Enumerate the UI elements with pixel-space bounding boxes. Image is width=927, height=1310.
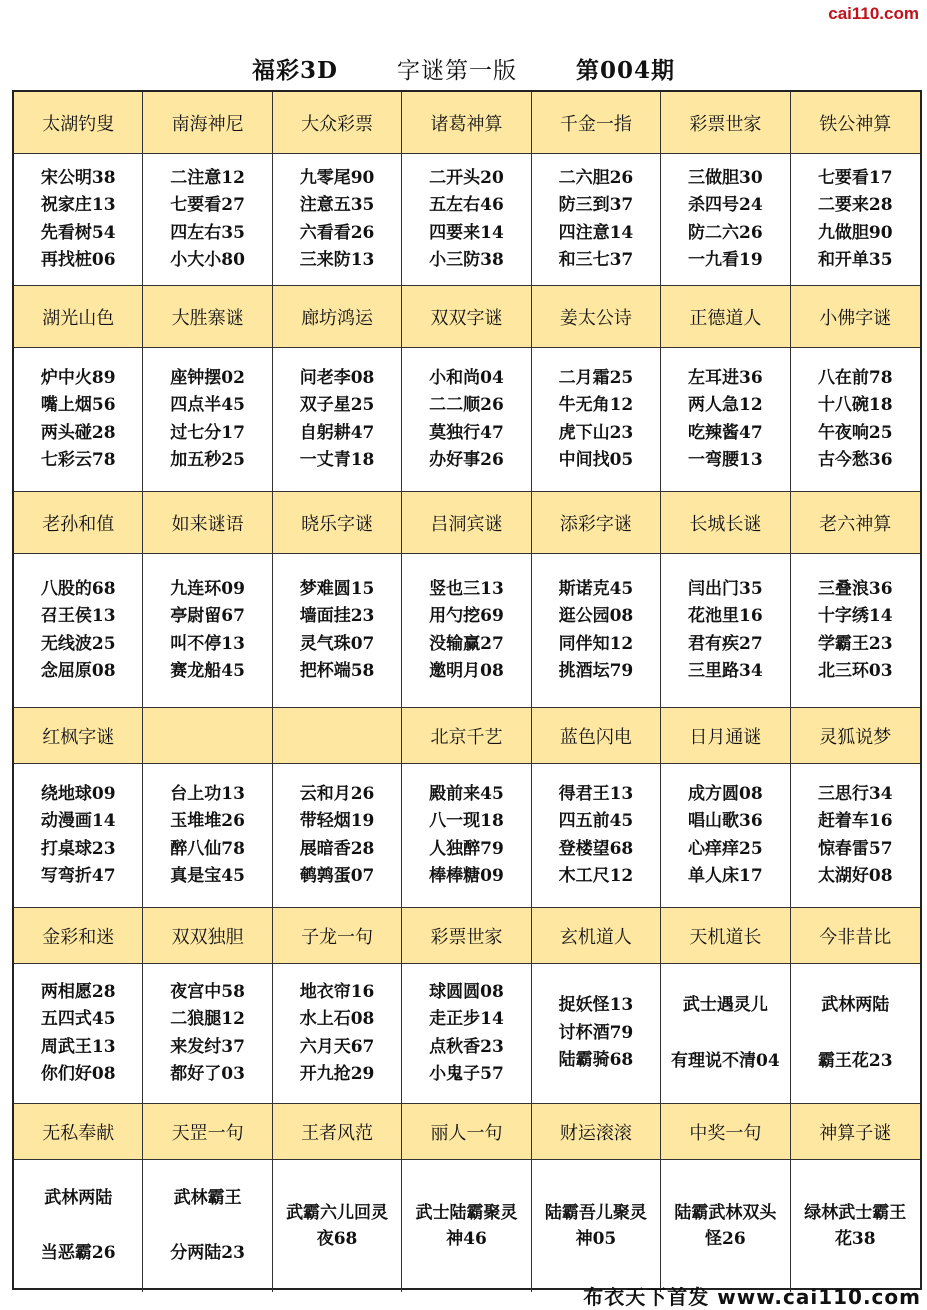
riddle-line: 注意五35 bbox=[299, 195, 375, 215]
section-4-cell-5 bbox=[661, 964, 790, 1104]
riddle-line: 嘴上烟56 bbox=[40, 395, 116, 415]
riddle-line: 挑酒坛79 bbox=[558, 661, 634, 681]
section-1-header-1: 大胜寨谜 bbox=[143, 286, 272, 348]
section-0-header-2: 大众彩票 bbox=[273, 92, 402, 154]
section-0-cell-2 bbox=[273, 154, 402, 286]
riddle-line: 水上石08 bbox=[299, 1009, 375, 1029]
riddle-line: 动漫画14 bbox=[40, 811, 116, 831]
section-0-header-0: 太湖钓叟 bbox=[14, 92, 143, 154]
riddle-line: 四注意14 bbox=[558, 222, 634, 243]
riddle-line: 闫出门35 bbox=[688, 578, 763, 599]
riddle-line: 花池里16 bbox=[688, 606, 763, 626]
riddle-line: 亭尉留67 bbox=[170, 606, 245, 626]
riddle-line: 办好事26 bbox=[429, 450, 504, 470]
riddle-line: 讨杯酒79 bbox=[558, 1022, 634, 1043]
section-5-cell-0 bbox=[14, 1160, 143, 1292]
riddle-line: 竖也三13 bbox=[429, 578, 504, 599]
riddle-line: 云和月26 bbox=[299, 783, 375, 804]
riddle-line: 梦难圆15 bbox=[299, 578, 375, 599]
watermark-top: cai110.com bbox=[828, 4, 919, 23]
riddle-line bbox=[41, 1212, 116, 1240]
section-2-header-2: 晓乐字谜 bbox=[273, 492, 402, 554]
riddle-line: 点秋香23 bbox=[429, 1036, 504, 1057]
riddle-line: 两人急12 bbox=[688, 395, 763, 415]
riddle-line: 四要来14 bbox=[429, 222, 504, 243]
riddle-line: 小鬼子57 bbox=[429, 1064, 504, 1084]
riddle-line: 斯诺克45 bbox=[558, 578, 634, 599]
riddle-line: 学霸王23 bbox=[817, 633, 893, 654]
riddle-line: 八在前78 bbox=[817, 367, 893, 388]
section-5-header-3: 丽人一句 bbox=[402, 1104, 531, 1160]
riddle-line: 四点半45 bbox=[170, 395, 245, 415]
riddle-line: 赶着车16 bbox=[817, 811, 893, 831]
riddle-line: 莫独行47 bbox=[429, 422, 504, 443]
riddle-line: 绿林武士霸王花38 bbox=[804, 1203, 907, 1249]
section-0-header-4: 千金一指 bbox=[532, 92, 661, 154]
riddle-line: 祝家庄13 bbox=[40, 195, 116, 215]
riddle-line: 二开头20 bbox=[429, 167, 504, 188]
riddle-line: 唱山歌36 bbox=[688, 811, 763, 831]
section-0-cell-3 bbox=[402, 154, 531, 286]
section-5-header-4: 财运滚滚 bbox=[532, 1104, 661, 1160]
riddle-line: 六月天67 bbox=[299, 1036, 375, 1057]
section-2-header-3: 吕洞宾谜 bbox=[402, 492, 531, 554]
section-0-cell-6 bbox=[791, 154, 920, 286]
riddle-line: 三来防13 bbox=[299, 250, 375, 270]
riddle-line: 成方圆08 bbox=[688, 783, 763, 804]
riddle-line: 武士遇灵儿 bbox=[682, 995, 768, 1015]
riddle-line: 得君王13 bbox=[558, 783, 634, 804]
title-game: 福彩3D bbox=[252, 57, 338, 84]
riddle-line: 陆霸武林双头怪26 bbox=[674, 1203, 777, 1249]
section-4-header-0: 金彩和迷 bbox=[14, 908, 143, 964]
riddle-line: 武林两陆 bbox=[821, 995, 890, 1015]
riddle-line: 九连环09 bbox=[170, 578, 245, 599]
riddle-line: 周武王13 bbox=[40, 1036, 116, 1057]
section-5-cell-3 bbox=[402, 1160, 531, 1292]
riddle-line bbox=[818, 1020, 893, 1048]
section-5-cell-5 bbox=[661, 1160, 790, 1292]
riddle-line: 召王侯13 bbox=[40, 606, 116, 626]
riddle-line: 武林两陆 bbox=[44, 1187, 113, 1208]
riddle-line: 念屈原08 bbox=[40, 661, 116, 681]
section-3-cell-6 bbox=[791, 764, 920, 908]
section-0-header-6: 铁公神算 bbox=[791, 92, 920, 154]
riddle-line: 真是宝45 bbox=[170, 866, 245, 886]
section-3-cell-1 bbox=[143, 764, 272, 908]
riddle-line: 四五前45 bbox=[558, 811, 634, 831]
riddle-line: 座钟摆02 bbox=[170, 367, 245, 388]
riddle-line: 棒棒糖09 bbox=[429, 866, 504, 886]
section-1-header-4: 姜太公诗 bbox=[532, 286, 661, 348]
section-3-header-6: 灵狐说梦 bbox=[791, 708, 920, 764]
section-0-header-5: 彩票世家 bbox=[661, 92, 790, 154]
section-2-cell-3 bbox=[402, 554, 531, 708]
section-1-cell-2 bbox=[273, 348, 402, 492]
riddle-line: 二六胆26 bbox=[558, 167, 634, 188]
riddle-line: 一九看19 bbox=[688, 250, 763, 270]
riddle-line: 牛无角12 bbox=[558, 395, 634, 415]
riddle-line: 加五秒25 bbox=[170, 450, 245, 470]
section-0-header-1: 南海神尼 bbox=[143, 92, 272, 154]
riddle-line: 两头碰28 bbox=[40, 422, 116, 443]
riddle-line: 逛公园08 bbox=[558, 606, 634, 626]
section-2-header-6: 老六神算 bbox=[791, 492, 920, 554]
riddle-line: 心痒痒25 bbox=[688, 838, 763, 859]
riddle-line: 再找桩06 bbox=[40, 250, 116, 270]
riddle-line: 写弯折47 bbox=[40, 866, 116, 886]
riddle-line: 霸王花23 bbox=[817, 1050, 893, 1071]
section-4-cell-0 bbox=[14, 964, 143, 1104]
riddle-line: 殿前来45 bbox=[429, 783, 504, 804]
riddle-table bbox=[12, 90, 922, 1290]
riddle-line: 地衣帘16 bbox=[299, 981, 375, 1002]
riddle-line: 北三环03 bbox=[817, 661, 893, 681]
section-3-header-0: 红枫字谜 bbox=[14, 708, 143, 764]
riddle-line: 二狼腿12 bbox=[170, 1009, 245, 1029]
section-2-cell-4 bbox=[532, 554, 661, 708]
section-3-header-4: 蓝色闪电 bbox=[532, 708, 661, 764]
riddle-line: 君有疾27 bbox=[688, 633, 763, 654]
section-5-cell-1 bbox=[143, 1160, 272, 1292]
riddle-line: 用勺挖69 bbox=[429, 606, 504, 626]
section-4-cell-6 bbox=[791, 964, 920, 1104]
riddle-line: 木工尺12 bbox=[558, 866, 634, 886]
riddle-line: 七要看27 bbox=[170, 195, 245, 215]
riddle-line: 球圆圆08 bbox=[429, 981, 504, 1002]
riddle-line: 四左右35 bbox=[170, 222, 245, 243]
section-0-header-3: 诸葛神算 bbox=[402, 92, 531, 154]
section-1-header-3: 双双字谜 bbox=[402, 286, 531, 348]
riddle-line: 醉八仙78 bbox=[170, 838, 245, 859]
riddle-line: 捉妖怪13 bbox=[558, 995, 634, 1016]
riddle-line: 单人床17 bbox=[688, 866, 763, 886]
riddle-line: 登楼望68 bbox=[558, 838, 634, 859]
section-4-header-5: 天机道长 bbox=[661, 908, 790, 964]
section-0-cell-0 bbox=[14, 154, 143, 286]
riddle-line bbox=[671, 1020, 780, 1048]
section-1-cell-5 bbox=[661, 348, 790, 492]
riddle-line: 三叠浪36 bbox=[817, 578, 893, 599]
riddle-line: 六看看26 bbox=[299, 222, 375, 243]
riddle-line: 和开单35 bbox=[817, 250, 893, 270]
riddle-line: 小和尚04 bbox=[429, 367, 504, 388]
riddle-line: 展暗香28 bbox=[299, 838, 375, 859]
riddle-line: 吃辣酱47 bbox=[688, 422, 763, 443]
section-1-header-5: 正德道人 bbox=[661, 286, 790, 348]
section-3-header-5: 日月通谜 bbox=[661, 708, 790, 764]
section-5-header-2: 王者风范 bbox=[273, 1104, 402, 1160]
riddle-line: 惊春雷57 bbox=[817, 838, 893, 859]
riddle-line: 防三到37 bbox=[558, 195, 634, 215]
riddle-line: 小大小80 bbox=[170, 250, 245, 270]
riddle-line: 太湖好08 bbox=[817, 866, 893, 886]
riddle-line: 三做胆30 bbox=[688, 167, 763, 188]
riddle-line: 都好了03 bbox=[170, 1064, 245, 1084]
section-1-cell-1 bbox=[143, 348, 272, 492]
riddle-line: 把杯端58 bbox=[299, 661, 375, 681]
riddle-line: 十字绣14 bbox=[817, 606, 893, 626]
watermark-bottom: 布衣天下首发 www.cai110.com bbox=[583, 1285, 921, 1309]
section-5-cell-4 bbox=[532, 1160, 661, 1292]
riddle-line: 八一现18 bbox=[429, 811, 504, 831]
section-5-header-1: 天罡一句 bbox=[143, 1104, 272, 1160]
riddle-line: 有理说不清04 bbox=[671, 1050, 780, 1071]
riddle-line: 台上功13 bbox=[170, 783, 245, 804]
section-3-header-1 bbox=[143, 708, 272, 764]
section-5-header-5: 中奖一句 bbox=[661, 1104, 790, 1160]
riddle-line: 十八碗18 bbox=[817, 395, 893, 415]
riddle-line: 没输赢27 bbox=[429, 633, 504, 654]
section-1-cell-6 bbox=[791, 348, 920, 492]
section-4-cell-1 bbox=[143, 964, 272, 1104]
section-2-cell-5 bbox=[661, 554, 790, 708]
riddle-line: 防二六26 bbox=[688, 222, 763, 243]
riddle-line: 三思行34 bbox=[817, 783, 893, 804]
riddle-line: 开九抢29 bbox=[299, 1064, 375, 1084]
riddle-line: 二注意12 bbox=[170, 167, 245, 188]
riddle-line: 鹌鹑蛋07 bbox=[299, 866, 375, 886]
riddle-line: 当恶霸26 bbox=[40, 1243, 116, 1263]
section-3-cell-0 bbox=[14, 764, 143, 908]
riddle-line: 小三防38 bbox=[429, 250, 504, 270]
page-title bbox=[0, 52, 927, 85]
section-3-cell-3 bbox=[402, 764, 531, 908]
section-0-cell-5 bbox=[661, 154, 790, 286]
riddle-line: 古今愁36 bbox=[817, 450, 893, 470]
riddle-line: 绕地球09 bbox=[40, 783, 116, 804]
riddle-line: 叫不停13 bbox=[170, 633, 245, 654]
riddle-line: 无线波25 bbox=[40, 633, 116, 654]
riddle-line: 一丈青18 bbox=[299, 450, 375, 470]
riddle-line: 同伴知12 bbox=[558, 633, 634, 654]
section-4-cell-4 bbox=[532, 964, 661, 1104]
section-5-header-6: 神算子谜 bbox=[791, 1104, 920, 1160]
section-1-header-0: 湖光山色 bbox=[14, 286, 143, 348]
section-0-cell-1 bbox=[143, 154, 272, 286]
riddle-line: 七彩云78 bbox=[40, 450, 116, 470]
riddle-line: 虎下山23 bbox=[558, 422, 634, 443]
riddle-line: 炉中火89 bbox=[40, 367, 116, 388]
section-1-cell-3 bbox=[402, 348, 531, 492]
riddle-line: 七要看17 bbox=[817, 167, 893, 188]
riddle-line: 双子星25 bbox=[299, 395, 375, 415]
section-3-cell-2 bbox=[273, 764, 402, 908]
riddle-line: 打桌球23 bbox=[40, 838, 116, 859]
section-3-cell-5 bbox=[661, 764, 790, 908]
title-issue: 第004期 bbox=[575, 57, 675, 84]
section-2-header-0: 老孙和值 bbox=[14, 492, 143, 554]
riddle-line: 分两陆23 bbox=[170, 1243, 245, 1263]
section-0-cell-4 bbox=[532, 154, 661, 286]
riddle-line: 武霸六儿回灵夜68 bbox=[286, 1203, 389, 1249]
section-2-cell-1 bbox=[143, 554, 272, 708]
riddle-line: 墙面挂23 bbox=[299, 606, 375, 626]
riddle-line: 二月霜25 bbox=[558, 367, 634, 388]
section-4-header-3: 彩票世家 bbox=[402, 908, 531, 964]
riddle-line: 人独醉79 bbox=[429, 838, 504, 859]
section-5-header-0: 无私奉献 bbox=[14, 1104, 143, 1160]
riddle-line: 八股的68 bbox=[40, 578, 116, 599]
section-5-cell-6 bbox=[791, 1160, 920, 1292]
riddle-line: 自躬耕47 bbox=[299, 422, 375, 443]
riddle-line: 午夜响25 bbox=[817, 422, 893, 443]
section-3-header-2 bbox=[273, 708, 402, 764]
riddle-line: 邀明月08 bbox=[429, 661, 504, 681]
riddle-line: 走正步14 bbox=[429, 1009, 504, 1029]
riddle-line: 两相愿28 bbox=[40, 981, 116, 1002]
riddle-line: 你们好08 bbox=[40, 1064, 116, 1084]
riddle-line: 九零尾90 bbox=[299, 167, 375, 188]
riddle-line: 夜宫中58 bbox=[170, 981, 245, 1002]
section-4-header-6: 今非昔比 bbox=[791, 908, 920, 964]
riddle-line: 陆霸吾儿聚灵神05 bbox=[544, 1203, 647, 1249]
riddle-line: 一弯腰13 bbox=[688, 450, 763, 470]
riddle-line: 九做胆90 bbox=[817, 222, 893, 243]
section-4-cell-3 bbox=[402, 964, 531, 1104]
riddle-line: 三里路34 bbox=[688, 661, 763, 681]
riddle-line: 二二顺26 bbox=[429, 395, 504, 415]
section-3-cell-4 bbox=[532, 764, 661, 908]
section-4-header-1: 双双独胆 bbox=[143, 908, 272, 964]
section-2-header-4: 添彩字谜 bbox=[532, 492, 661, 554]
section-4-header-2: 子龙一句 bbox=[273, 908, 402, 964]
riddle-line: 中间找05 bbox=[558, 450, 634, 470]
section-4-cell-2 bbox=[273, 964, 402, 1104]
section-1-header-2: 廊坊鸿运 bbox=[273, 286, 402, 348]
riddle-line: 来发纣37 bbox=[170, 1036, 245, 1057]
section-1-cell-0 bbox=[14, 348, 143, 492]
riddle-line: 和三七37 bbox=[558, 250, 634, 270]
riddle-line bbox=[170, 1212, 245, 1240]
title-edition: 字谜第一版 bbox=[396, 58, 517, 84]
riddle-line: 武士陆霸聚灵神46 bbox=[415, 1203, 518, 1249]
riddle-line: 陆霸骑68 bbox=[558, 1050, 634, 1071]
section-2-cell-6 bbox=[791, 554, 920, 708]
riddle-line: 带轻烟19 bbox=[299, 811, 375, 831]
riddle-line: 杀四号24 bbox=[688, 195, 763, 215]
riddle-line: 二要来28 bbox=[817, 195, 893, 215]
riddle-line: 玉堆堆26 bbox=[170, 811, 245, 831]
riddle-line: 左耳进36 bbox=[688, 367, 763, 388]
riddle-line: 过七分17 bbox=[170, 422, 245, 443]
section-2-cell-2 bbox=[273, 554, 402, 708]
section-5-cell-2 bbox=[273, 1160, 402, 1292]
riddle-line: 武林霸王 bbox=[173, 1187, 242, 1208]
section-2-header-1: 如来谜语 bbox=[143, 492, 272, 554]
section-1-header-6: 小佛字谜 bbox=[791, 286, 920, 348]
section-2-cell-0 bbox=[14, 554, 143, 708]
riddle-line: 问老李08 bbox=[299, 367, 375, 388]
riddle-line: 赛龙船45 bbox=[170, 661, 245, 681]
riddle-line: 灵气珠07 bbox=[299, 633, 375, 654]
riddle-line: 五左右46 bbox=[429, 195, 504, 215]
section-4-header-4: 玄机道人 bbox=[532, 908, 661, 964]
riddle-line: 先看树54 bbox=[40, 222, 116, 243]
riddle-line: 宋公明38 bbox=[40, 167, 116, 188]
section-2-header-5: 长城长谜 bbox=[661, 492, 790, 554]
riddle-line: 五四式45 bbox=[40, 1009, 116, 1029]
section-3-header-3: 北京千艺 bbox=[402, 708, 531, 764]
section-1-cell-4 bbox=[532, 348, 661, 492]
